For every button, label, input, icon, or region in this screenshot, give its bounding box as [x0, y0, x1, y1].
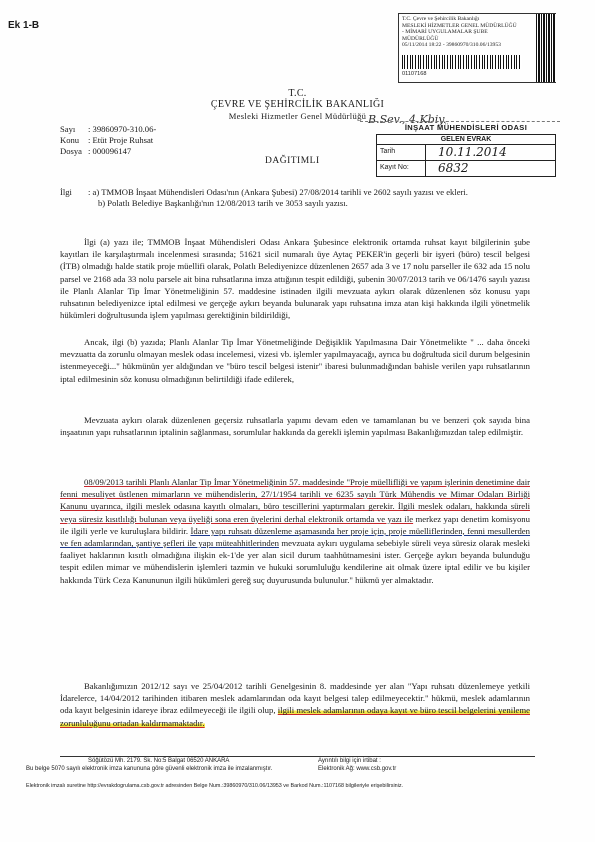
- body-paragraph-1: İlgi (a) yazı ile; TMMOB İnşaat Mühendisleri Odası Ankara Şubesince elektronik ortamda ruhsat kayıt bilgilerinin şube kayıtları ile karşılaştırmalı incelenmesi sırasında; 51621 sicil numaralı üye Aytaç PEKER'in geçerli bir işyeri (büro) tescil belgesi (İTB) olmadığı halde statik proje müellifi olarak, Polatlı Belediyenizce düzenlenen 2657 ada 3 ve 17 nolu parseller ile 632 ada 15 nolu parsel ve 2168 ada 33 nolu parsele ait bina ruhsatlarına imza attığının tespit edildiği, şubenin 30/07/2013 tarih ve 06/1476 sayılı yazısı ile Planlı Alanlar Tip İmar Yönetmeliğinin 57. maddesine istinaden ilgili mevzuata aykırı olarak düzenlenen söz konusu yapı ruhsatının belediyenizce iptal edilmesi ve gerçeğe aykırı beyanda bulunarak yapı ruhsatına imza atan kişi hakkında ilgili yönetmelik hükümleri doğrultusunda işlem yapılması gerektiğinin bildirildiği,: [60, 237, 530, 321]
- footer-info: Ayrıntılı bilgi için irtibat :: [318, 758, 381, 764]
- highlighted-text: ilgili meslek adamlarının odaya kayıt ve büro tescil belgelerini yenileme zorunluluğunu ortadan kaldırmamaktadır.: [60, 705, 530, 728]
- reference-block: [60, 187, 530, 209]
- underlined-administration-text: İdare yapı ruhsatı düzenleme aşamasında her proje için, proje müelliflerinden, fenni mesullerden ve fen adamlarından, şantiye şefleri ile yapı müteahhitlerinden: [60, 525, 531, 549]
- footer-web[interactable]: Elektronik Ağ: www.csb.gov.tr: [318, 766, 397, 772]
- reference-label: İlgi: [60, 187, 72, 197]
- stamp-date-value: 10.11.2014: [438, 145, 507, 159]
- meta-konu: [60, 135, 153, 145]
- stamp-box: [376, 134, 556, 177]
- barcode-number: 01107168: [402, 71, 427, 77]
- meta-sayi-label: Sayı: [60, 124, 76, 134]
- body-paragraph-5: [60, 680, 530, 729]
- stamp-line: T.C. Çevre ve Şehircilik Bakanlığı: [402, 16, 480, 22]
- meta-konu-label: Konu: [60, 135, 80, 145]
- distribution-label: DAĞITIMLI: [265, 156, 320, 166]
- body-paragraph-2: Ancak, ilgi (b) yazıda; Planlı Alanlar Tip İmar Yönetmeliğinde Değişiklik Yapılmasına Dair Yönetmelikte " ... daha önceki mevzuatta da zorunlu olmayan meslek odası incelemesi, vizesi vb. işlemler yapılmayacağı, ayrıca bu doğrultuda sicil durum belgesinin istenmeyeceği..." hükmünün yer aldığından ve "büro tescil belgesi istenir" ibaresi bulunmadığından bahisle verilen yapı ruhsatlarının iptal edilmesinin söz konusu olmadığının belirtildiği ifade edilerek,: [60, 337, 530, 384]
- body-paragraph-4: [60, 476, 530, 586]
- meta-dosya-value: : 000096147: [88, 146, 132, 156]
- barcode-horizontal: [402, 55, 522, 69]
- stamp-date-row: [377, 145, 555, 161]
- stamp-line: MÜDÜRLÜĞÜ: [402, 35, 439, 42]
- stamp-record-label: Kayıt No:: [377, 161, 426, 176]
- header-ministry: ÇEVRE VE ŞEHİRCİLİK BAKANLIĞI: [210, 99, 385, 110]
- meta-dosya-label: Dosya: [60, 146, 82, 156]
- meta-sayi-value: : 39860970-310.06-: [88, 124, 157, 134]
- annex-label: Ek 1-B: [8, 20, 40, 31]
- stamp-record-value: 6832: [438, 161, 469, 175]
- footer-verification: Elektronik imzalı suretine http://evrakdogrulama.csb.gov.tr adresinden Belge Num.:39860970/310.06/13953 ve Barkod Num.:1107168 bilgileriyle erişebilirsiniz.: [26, 783, 404, 789]
- stamp-org: İNŞAAT MÜHENDİSLERİ ODASI: [404, 123, 528, 132]
- footer-legal: Bu belge 5070 sayılı elektronik imza kanununa göre güvenli elektronik imza ile imzalanmıştır.: [26, 766, 273, 772]
- body-paragraph-3: Mevzuata aykırı olarak düzenlenen geçersiz ruhsatlarla yapımı devam eden ve tamamlanan bu ve benzeri çok sayıda bina inşaatının yapı ruhsatlarının iptalinin sağlanması, sorumlular hakkında da gerekli işlemin yapılması Bakanlığımızdan talep edilmiştir.: [60, 415, 530, 438]
- stamp-line: 05/11/2014 18:22 - 39860970/310.06/13953: [402, 42, 501, 49]
- header-tc: T.C.: [288, 88, 307, 99]
- header-directorate: Mesleki Hizmetler Genel Müdürlüğü: [228, 111, 367, 121]
- reference-a: : a) TMMOB İnşaat Mühendisleri Odası'nın (Ankara Şubesi) 27/08/2014 tarihli ve 2602 sayılı yazısı ve ekleri.: [88, 187, 468, 197]
- meta-dosya: [60, 146, 131, 156]
- stamp-title: GELEN EVRAK: [377, 135, 555, 145]
- stamp-date-label: Tarih: [377, 145, 426, 160]
- meta-sayi: [60, 124, 156, 134]
- incoming-document-stamp: [376, 123, 556, 177]
- reference-b: b) Polatlı Belediye Başkanlığı'nın 12/08/2013 tarih ve 3053 sayılı yazısı.: [98, 198, 348, 208]
- handwritten-signature: B.Sev., 4.Kbiy.: [368, 113, 447, 126]
- stamp-line: - MİMARİ UYGULAMALAR ŞUBE: [402, 29, 488, 36]
- paragraph-5-start: Bakanlığımızın 2012/12 sayı ve 25/04/2012 tarihli Genelgesinin 8. maddesinde yer alan "Yapı ruhsatı düzenlemeye yetkili İdarelerce, 14/04/2012 tarihinden itibaren meslek adamlarından oda kayıt belgesi talep edilmeyecektir." hükmü, meslek adamlarının oda kayıt belgesinin idareye ibraz edilmeyeceği ile ilgili olup,: [60, 681, 530, 716]
- footer-divider: [60, 756, 535, 757]
- meta-konu-value: : Etüt Proje Ruhsat: [88, 135, 154, 145]
- footer-address: Söğütözü Mh. 2179. Sk. No:5 Balgat 06520 ANKARA: [88, 758, 230, 764]
- underlined-regulation-text: 08/09/2013 tarihli Planlı Alanlar Tip İmar Yönetmeliğinin 57. maddesinde "Proje müellifliği ve yapım işlerinin denetimine dair fenni mesuliyet üstlenen mimarların ve mühendislerin, 27/1/1954 tarihli ve 6235 sayılı Türk Mühendis ve Mimar Odaları Birliği Kanunu uyarınca, ilgili meslek odasına kayıtlı olmaları, büro tescillerini yaptırmaları gerekir. İlgili meslek odaları, hakkında süreli veya süresiz kısıtlılığı bulunan veya üyeliği sona eren üyelerini derhal elektronik ortamda ve yazı ile: [60, 477, 530, 524]
- barcode-vertical: [536, 14, 556, 82]
- paragraph-4-end: mevzuata aykırı uygulama sebebiyle süreli veya süresiz olarak mesleki faaliyet haklarının kısıtlı olmadığına ilişkin ek-1'de yer alan sicil durum taahhütnamesini ister. Gerçeğe aykırı beyanda bulunduğu tespit edilen mimar ve mühendislerin işlemleri tazmin ve hukuki sorumluluğu kendilerine ait olmak üzere iptal edilir ve bu kişiler hakkında Türk Ceza Kanununun ilgili hükümleri gereğ suç duyurusunda bulunulur." hükmü yer almaktadır.: [60, 538, 530, 585]
- stamp-line: MESLEKİ HİZMETLER GENEL MÜDÜRLÜĞÜ: [402, 22, 517, 29]
- paragraph-4-middle: merkez yapı denetim komisyonu ile ilgili yerle ve kuruluşlara bildirir.: [60, 513, 530, 536]
- stamp-record-row: [377, 161, 555, 176]
